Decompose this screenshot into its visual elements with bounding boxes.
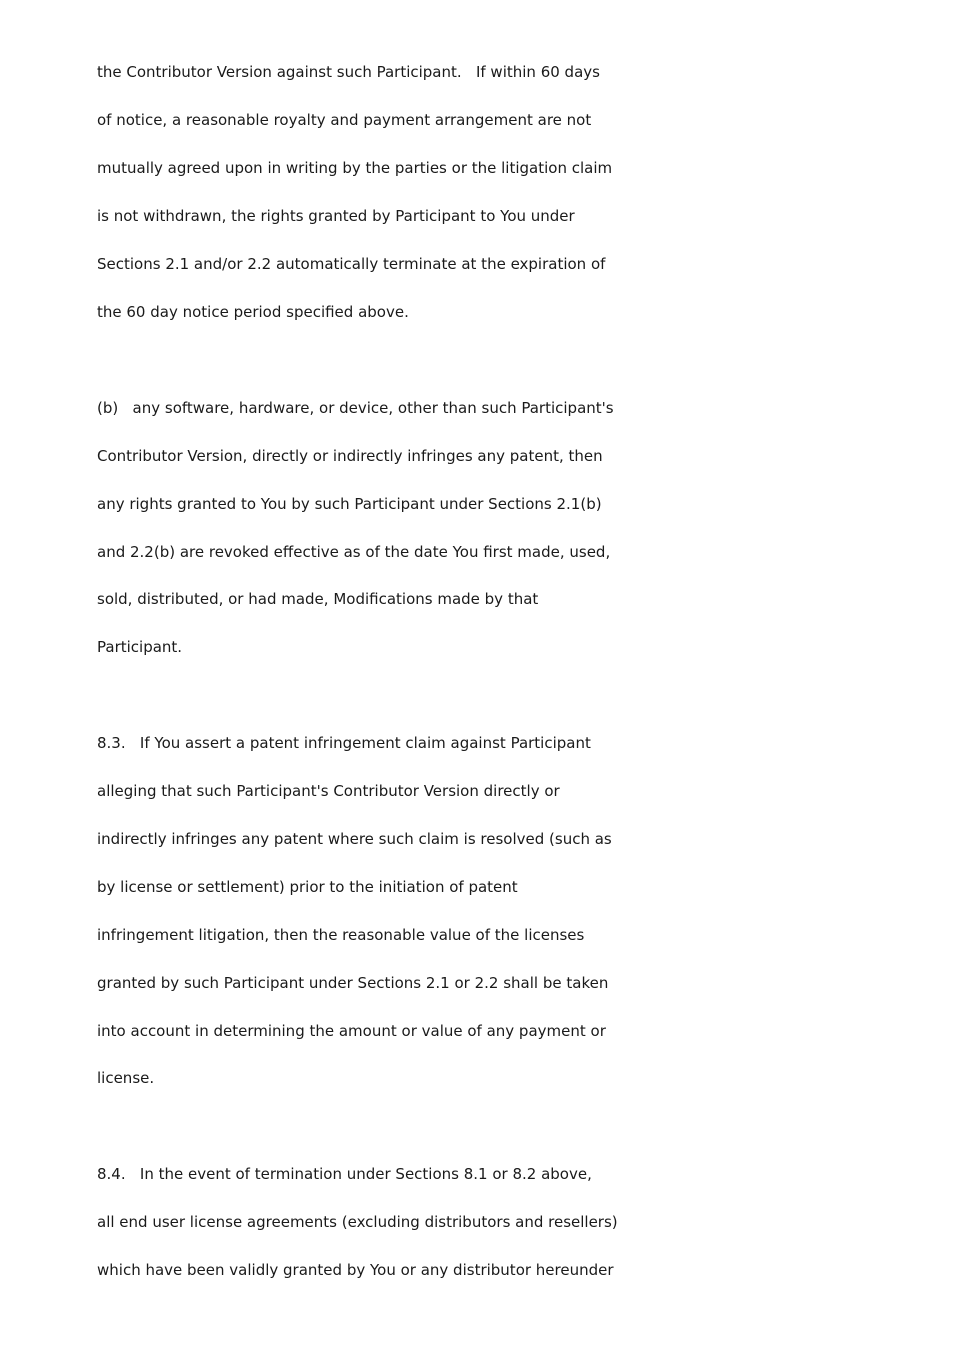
text-line: the Contributor Version against such Participant. If within 60 days (97, 63, 600, 81)
text-line: by license or settlement) prior to the initiation of patent (97, 878, 518, 896)
text-line: infringement litigation, then the reasonable value of the licenses (97, 926, 585, 944)
text-line: which have been validly granted by You or any distributor hereunder (97, 1261, 614, 1279)
text-line: Participant. (97, 638, 183, 656)
text-line: granted by such Participant under Sections 2.1 or 2.2 shall be taken (97, 974, 609, 992)
text-line: alleging that such Participant's Contributor Version directly or (97, 782, 560, 800)
text-line: license. (97, 1069, 155, 1087)
text-line: 8.4. In the event of termination under Sections 8.1 or 8.2 above, (97, 1165, 592, 1183)
text-line: of notice, a reasonable royalty and payment arrangement are not (97, 111, 592, 129)
text-line: into account in determining the amount or value of any payment or (97, 1022, 606, 1040)
text-line: any rights granted to You by such Participant under Sections 2.1(b) (97, 495, 602, 513)
text-line: and 2.2(b) are revoked effective as of the date You first made, used, (97, 543, 611, 561)
text-line: (b) any software, hardware, or device, other than such Participant's (97, 399, 614, 417)
text-line: indirectly infringes any patent where such claim is resolved (such as (97, 830, 612, 848)
text-line: mutually agreed upon in writing by the parties or the litigation claim (97, 159, 613, 177)
text-line: 8.3. If You assert a patent infringement claim against Participant (97, 734, 591, 752)
text-line: the 60 day notice period specified above. (97, 303, 409, 321)
text-line: Contributor Version, directly or indirectly infringes any patent, then (97, 447, 603, 465)
text-line: Sections 2.1 and/or 2.2 automatically terminate at the expiration of (97, 255, 606, 273)
text-line: sold, distributed, or had made, Modifications made by that (97, 590, 539, 608)
text-line: all end user license agreements (excluding distributors and resellers) (97, 1213, 618, 1231)
text-line: is not withdrawn, the rights granted by Participant to You under (97, 207, 575, 225)
